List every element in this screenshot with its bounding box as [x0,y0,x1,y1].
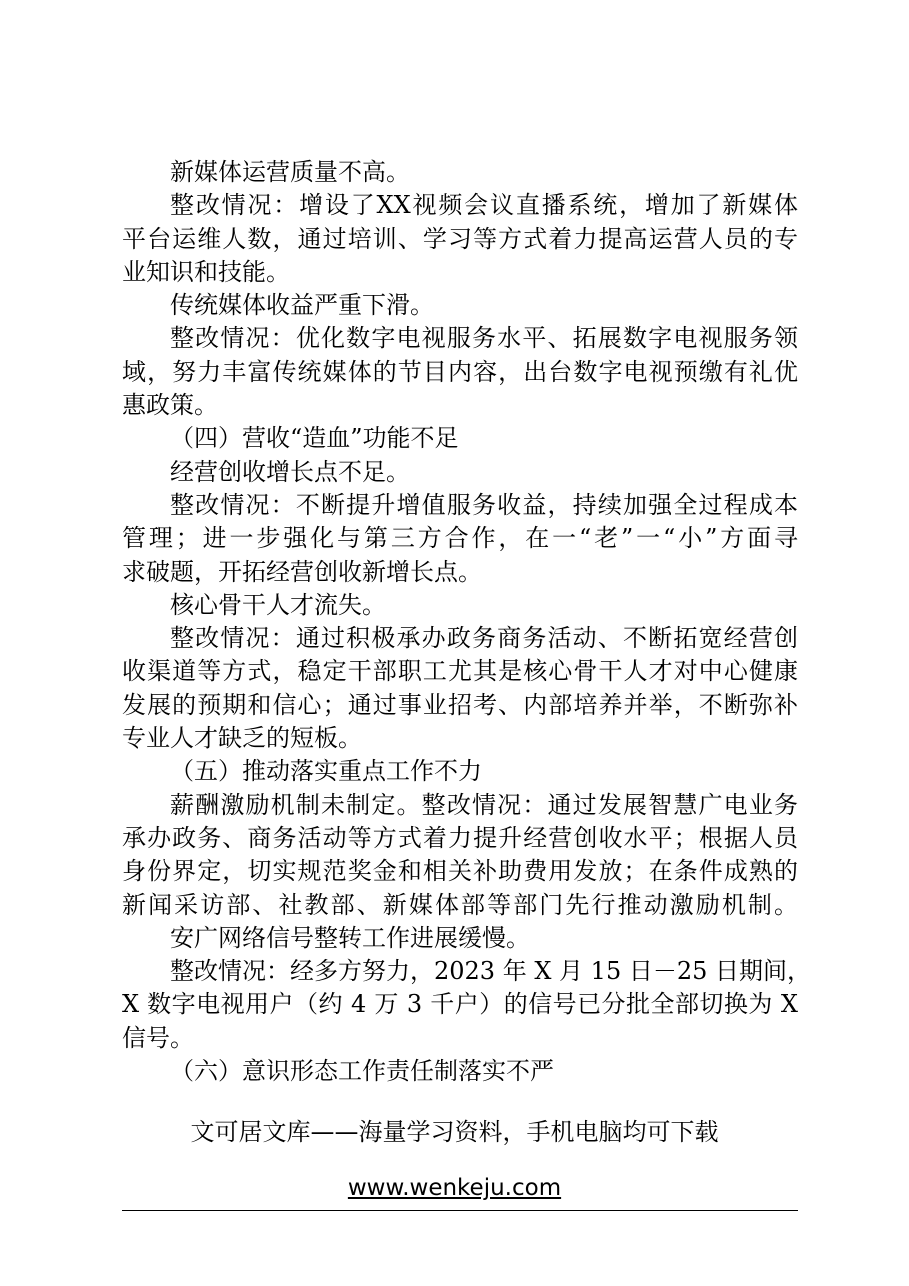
text-line: 薪酬激励机制未制定。整改情况：通过发展智慧广电业务 [170,790,798,819]
text-line: 新媒体运营质量不高。 [170,158,410,186]
text-line: 管理；进一步强化与第三方合作，在一“老”一“小”方面寻 [122,524,798,553]
text-line: X 数字电视用户（约 4 万 3 千户）的信号已分批全部切换为 X [122,990,798,1019]
text-line: （六）意识形态工作责任制落实不严 [170,1057,554,1086]
text-line: 专业人才缺乏的短板。 [122,724,362,753]
text-line: 传统媒体收益严重下滑。 [170,291,434,320]
text-line: 信号。 [122,1023,194,1052]
text-line: 惠政策。 [122,391,218,420]
text-line: 经营创收增长点不足。 [170,457,410,486]
text-line: 整改情况：不断提升增值服务收益，持续加强全过程成本 [170,490,798,519]
text-line: 整改情况：优化数字电视服务水平、拓展数字电视服务领 [170,324,798,353]
text-line: 发展的预期和信心；通过事业招考、内部培养并举，不断弥补 [122,690,798,719]
footer-title: 文可居文库——海量学习资料，手机电脑均可下载 [190,1118,719,1146]
document-body [122,156,812,1088]
footer-divider [122,1210,798,1211]
text-line: 承办政务、商务活动等方式着力提升经营创收水平；根据人员 [122,823,798,852]
text-line: （四）营收“造血”功能不足 [170,424,459,453]
text-line: 新闻采访部、社教部、新媒体部等部门先行推动激励机制。 [122,890,798,919]
text-line: （五）推动落实重点工作不力 [170,757,482,786]
text-line: 整改情况：增设了XX视频会议直播系统，增加了新媒体 [170,191,798,220]
text-line: 整改情况：经多方努力，2023 年 X 月 15 日－25 日期间， [170,957,812,986]
text-line: 求破题，开拓经营创收新增长点。 [122,557,482,586]
text-line: 收渠道等方式，稳定干部职工尤其是核心骨干人才对中心健康 [122,657,798,686]
text-line: 核心骨干人才流失。 [170,590,386,619]
text-line: 域，努力丰富传统媒体的节目内容，出台数字电视预缴有礼优 [122,357,798,386]
text-line: 安广网络信号整转工作进展缓慢。 [170,923,530,952]
text-line: 平台运维人数，通过培训、学习等方式着力提高运营人员的专 [122,224,798,253]
text-line: 整改情况：通过积极承办政务商务活动、不断拓宽经营创 [170,624,798,653]
text-line: 身份界定，切实规范奖金和相关补助费用发放；在条件成熟的 [122,857,798,886]
footer-url-link[interactable]: www.wenkeju.com [347,1175,562,1201]
text-line: 业知识和技能。 [122,257,290,286]
